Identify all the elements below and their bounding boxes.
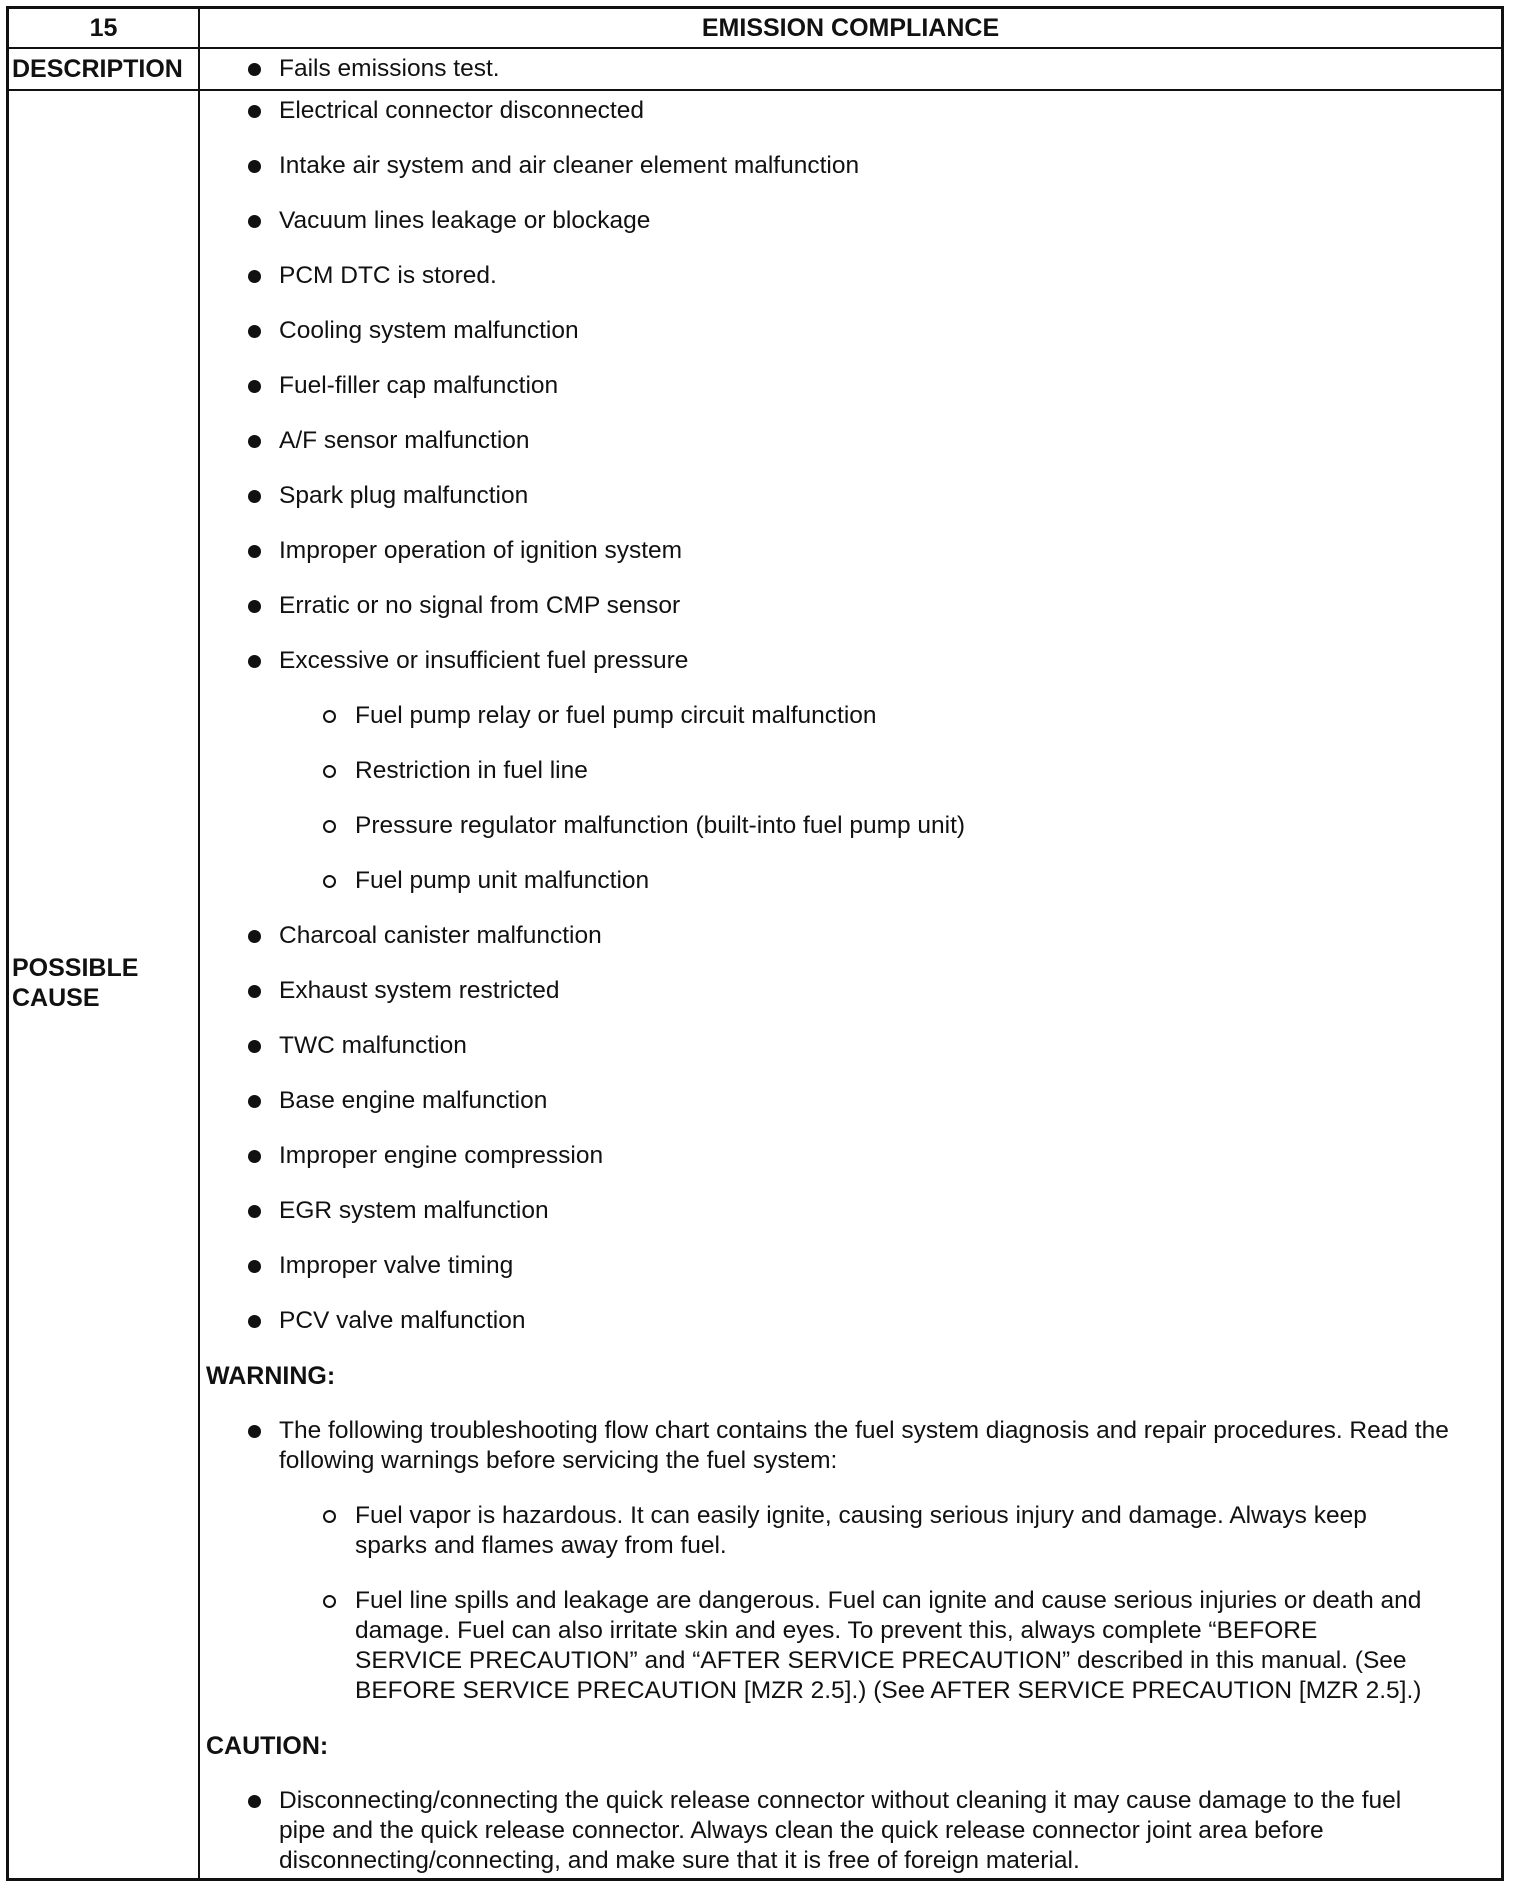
warning-subitem: Fuel vapor is hazardous. It can easily ignite, causing serious injury and damage. Always keep sparks and flames away from fuel. xyxy=(355,1501,1367,1561)
sub-bullet-icon xyxy=(323,875,336,888)
bullet-icon xyxy=(248,490,261,503)
bullet-icon xyxy=(248,160,261,173)
cause-item: Excessive or insufficient fuel pressure xyxy=(279,646,688,676)
bullet-icon xyxy=(248,985,261,998)
cause-item: Fuel-filler cap malfunction xyxy=(279,371,558,401)
cause-item: Base engine malfunction xyxy=(279,1086,547,1116)
cause-item: EGR system malfunction xyxy=(279,1196,549,1226)
description-label: DESCRIPTION xyxy=(12,55,183,83)
cause-item: Electrical connector disconnected xyxy=(279,96,644,126)
table-border-top xyxy=(6,6,1504,9)
sub-bullet-icon xyxy=(323,1595,336,1608)
cause-item: Exhaust system restricted xyxy=(279,976,559,1006)
bullet-icon xyxy=(248,1315,261,1328)
cause-subitem: Fuel pump unit malfunction xyxy=(355,866,649,896)
bullet-icon xyxy=(248,1260,261,1273)
bullet-icon xyxy=(248,270,261,283)
bullet-icon xyxy=(248,215,261,228)
page-title: EMISSION COMPLIANCE xyxy=(701,14,1000,42)
sub-bullet-icon xyxy=(323,765,336,778)
bullet-icon xyxy=(248,380,261,393)
cause-item: Intake air system and air cleaner element malfunction xyxy=(279,151,859,181)
cause-item: PCV valve malfunction xyxy=(279,1306,525,1336)
bullet-icon xyxy=(248,1795,261,1808)
description-item: Fails emissions test. xyxy=(279,54,500,84)
warning-item: The following troubleshooting flow chart contains the fuel system diagnosis and repair procedures. Read the following warnings before servicing the fuel system: xyxy=(279,1416,1449,1476)
cause-item: Erratic or no signal from CMP sensor xyxy=(279,591,680,621)
cause-item: A/F sensor malfunction xyxy=(279,426,530,456)
table-border-right xyxy=(1501,6,1504,1881)
cause-subitem: Fuel pump relay or fuel pump circuit malfunction xyxy=(355,701,877,731)
caution-heading: CAUTION: xyxy=(206,1732,329,1760)
cause-item: Improper engine compression xyxy=(279,1141,603,1171)
possible-cause-label: POSSIBLE CAUSE xyxy=(12,954,139,1012)
bullet-icon xyxy=(248,435,261,448)
cause-item: Improper valve timing xyxy=(279,1251,513,1281)
bullet-icon xyxy=(248,1205,261,1218)
cause-item: TWC malfunction xyxy=(279,1031,467,1061)
bullet-icon xyxy=(248,930,261,943)
warning-heading: WARNING: xyxy=(206,1362,336,1390)
warning-subitem: Fuel line spills and leakage are dangerous. Fuel can ignite and cause serious injuries or death and damage. Fuel can also irritate skin and eyes. To prevent this, always complete “BEFORE SERVICE PRECAUTION” and “AFTER SERVICE PRECAUTION” described in this manual. (See BEFORE SERVICE PRECAUTION [MZR 2.5].) (See AFTER SERVICE PRECAUTION [MZR 2.5].) xyxy=(355,1586,1421,1706)
cause-item: Cooling system malfunction xyxy=(279,316,579,346)
bullet-icon xyxy=(248,325,261,338)
bullet-icon xyxy=(248,1425,261,1438)
cause-item: Charcoal canister malfunction xyxy=(279,921,602,951)
bullet-icon xyxy=(248,1150,261,1163)
cause-subitem: Restriction in fuel line xyxy=(355,756,588,786)
sub-bullet-icon xyxy=(323,820,336,833)
bullet-icon xyxy=(248,655,261,668)
troubleshooting-number: 15 xyxy=(89,14,118,42)
cause-item: Improper operation of ignition system xyxy=(279,536,682,566)
bullet-icon xyxy=(248,545,261,558)
cause-item: Vacuum lines leakage or blockage xyxy=(279,206,650,236)
cause-item: PCM DTC is stored. xyxy=(279,261,497,291)
table-border-bottom xyxy=(6,1878,1504,1881)
bullet-icon xyxy=(248,1040,261,1053)
bullet-icon xyxy=(248,105,261,118)
cause-subitem: Pressure regulator malfunction (built-into fuel pump unit) xyxy=(355,811,965,841)
sub-bullet-icon xyxy=(323,710,336,723)
bullet-icon xyxy=(248,1095,261,1108)
bullet-icon xyxy=(248,600,261,613)
table-border-left xyxy=(6,6,9,1881)
caution-item: Disconnecting/connecting the quick release connector without cleaning it may cause damage to the fuel pipe and the quick release connector. Always clean the quick release connector joint area before disconnecting/connecting, and make sure that it is free of foreign material. xyxy=(279,1786,1401,1876)
table-row-divider xyxy=(6,47,1504,49)
cause-item: Spark plug malfunction xyxy=(279,481,528,511)
bullet-icon xyxy=(248,63,261,76)
sub-bullet-icon xyxy=(323,1510,336,1523)
table-column-divider xyxy=(198,6,200,1881)
table-row-divider xyxy=(6,89,1504,91)
